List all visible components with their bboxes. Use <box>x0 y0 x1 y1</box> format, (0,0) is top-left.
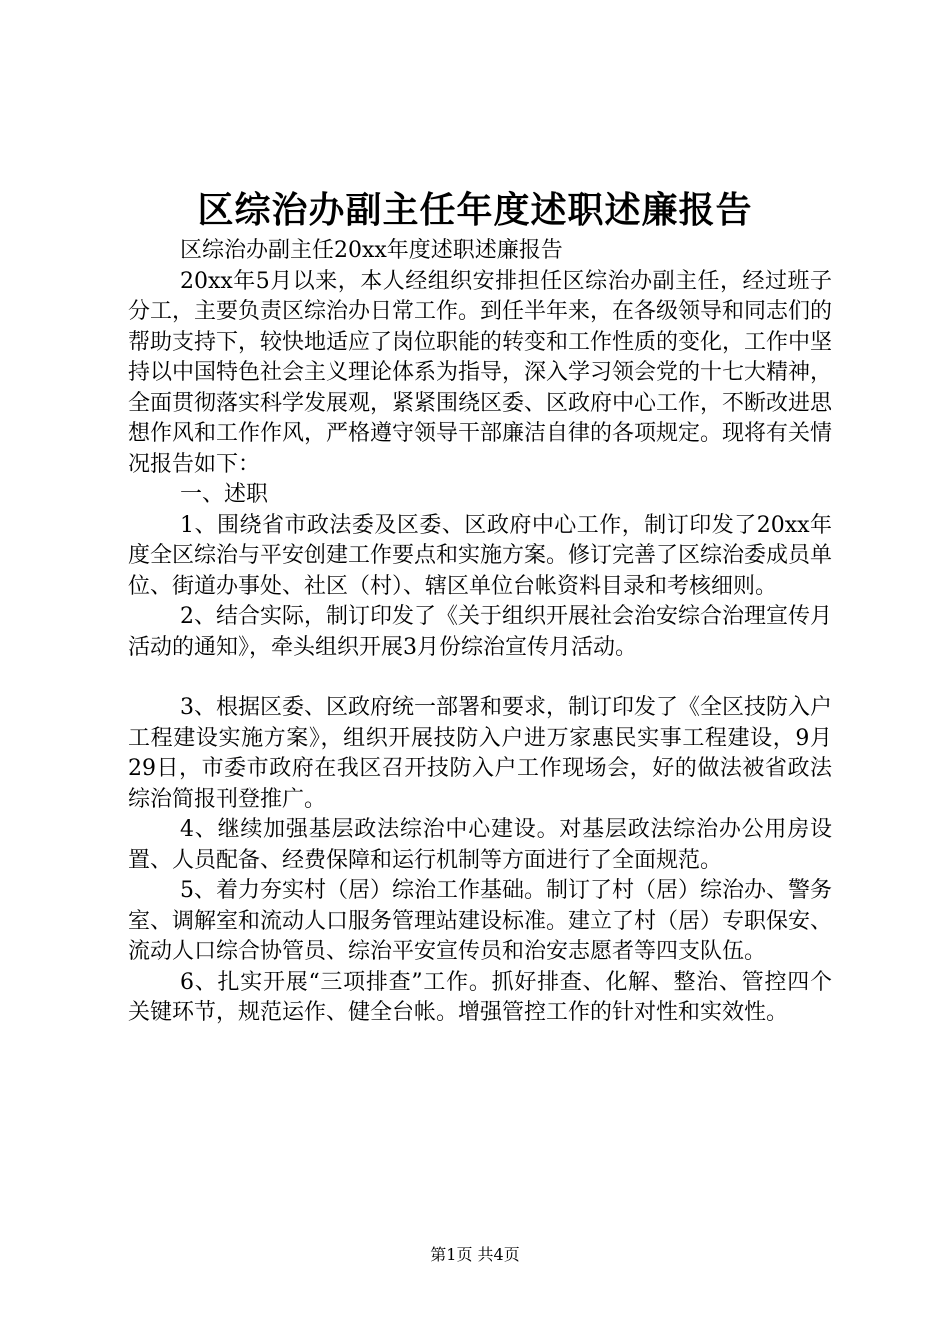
item-paragraph-5: 5、着力夯实村（居）综治工作基础。制订了村（居）综治办、警务室、调解室和流动人口服务管理站建设标准。建立了村（居）专职保安、流动人口综合协管员、综治平安宣传员和治安志愿者等四支队伍。 <box>128 878 833 964</box>
item-paragraph-6: 6、扎实开展“三项排查”工作。抓好排查、化解、整治、管控四个关键环节，规范运作、健全台帐。增强管控工作的针对性和实效性。 <box>128 969 832 1025</box>
item-paragraph-4: 4、继续加强基层政法综治中心建设。对基层政法综治办公用房设置、人员配备、经费保障和运行机制等方面进行了全面规范。 <box>128 817 832 873</box>
document-title: 区综治办副主任年度述职述廉报告 <box>197 189 753 231</box>
item-paragraph-2: 2、结合实际，制订印发了《关于组织开展社会治安综合治理宣传月活动的通知》，牵头组织开展3月份综治宣传月活动。 <box>128 604 832 660</box>
intro-paragraph: 20xx年5月以来，本人经组织安排担任区综治办副主任，经过班子分工，主要负责区综治办日常工作。到任半年来，在各级领导和同志们的帮助支持下，较快地适应了岗位职能的转变和工作性质的变化，工作中坚持以中国特色社会主义理论体系为指导，深入学习领会党的十七大精神，全面贯彻落实科学发展观，紧紧围绕区委、区政府中心工作，不断改进思想作风和工作作风，严格遵守领导干部廉洁自律的各项规定。现将有关情况报告如下： <box>128 268 833 477</box>
item-paragraph-1: 1、围绕省市政法委及区委、区政府中心工作，制订印发了20xx年度全区综治与平安创建工作要点和实施方案。修订完善了区综治委成员单位、街道办事处、社区（村）、辖区单位台帐资料目录和考核细则。 <box>128 512 833 599</box>
page-footer: 第1页 共4页 <box>430 1245 520 1264</box>
document-body <box>128 236 832 1029</box>
subtitle-paragraph: 区综治办副主任20xx年度述职述廉报告 <box>180 238 563 263</box>
section-heading: 一、述职 <box>180 482 269 507</box>
item-paragraph-3: 3、根据区委、区政府统一部署和要求，制订印发了《全区技防入户工程建设实施方案》，组织开展技防入户进万家惠民实事工程建设，9月29日，市委市政府在我区召开技防入户工作现场会，好的做法被省政法综治简报刊登推广。 <box>128 695 832 812</box>
